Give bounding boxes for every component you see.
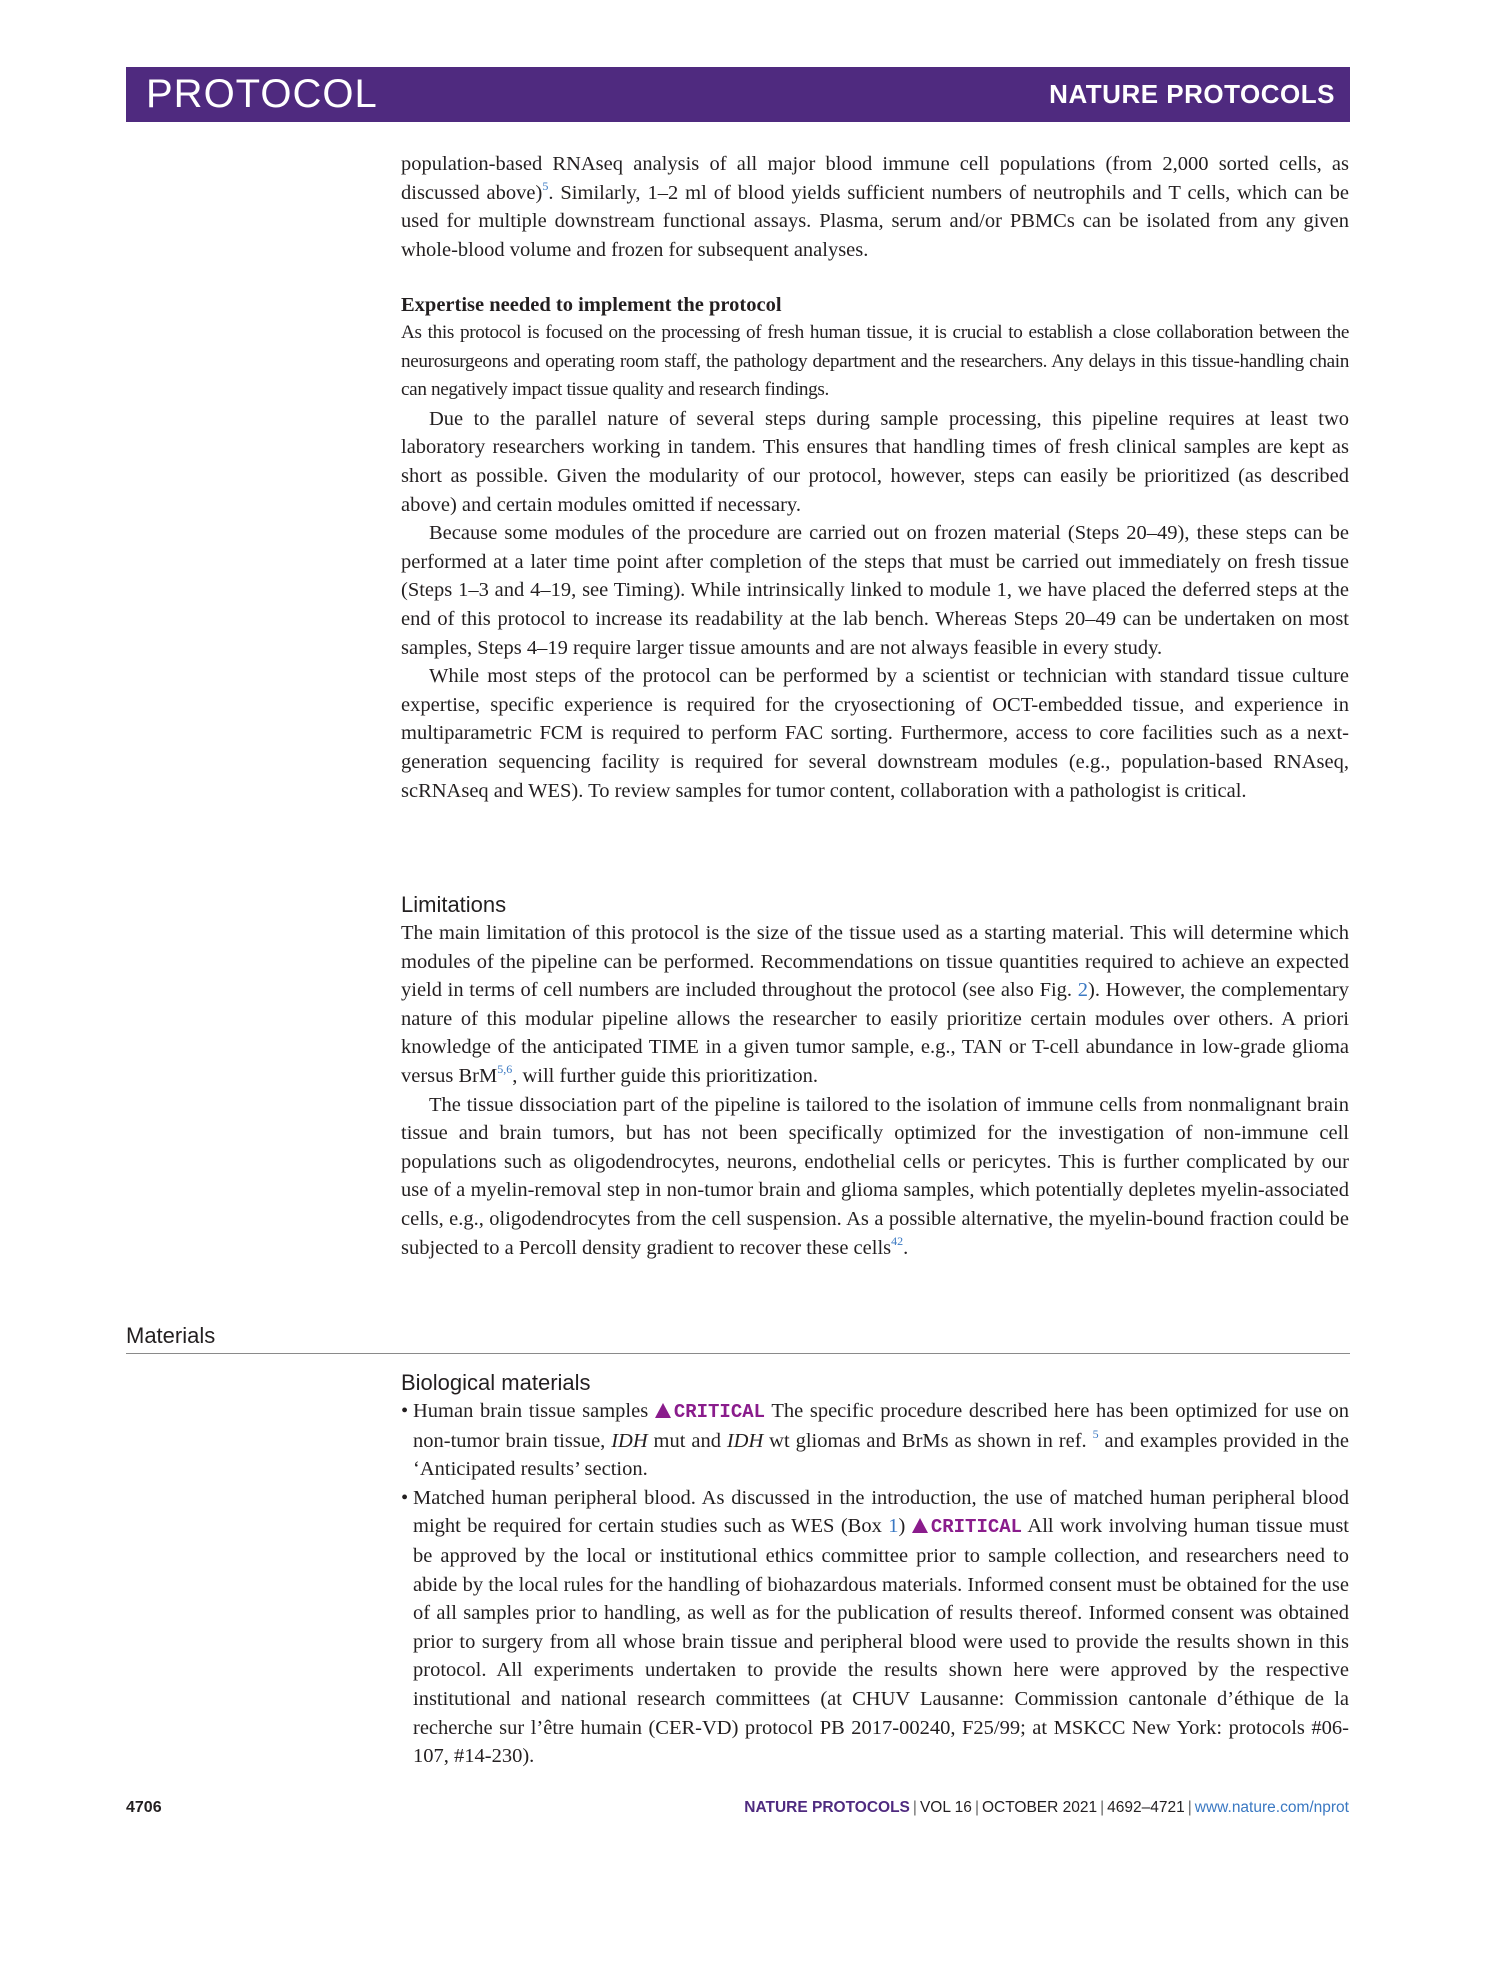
materials-section-label: Materials xyxy=(126,1323,216,1348)
expertise-paragraph-3: Because some modules of the procedure are carried out on frozen material (Steps 20–49), these steps can be performed at a later time point after completion of the steps that must be carried out immediately on fresh tissue (Steps 1–3 and 4–19, see Timing). While intrinsically linked to module 1, we have placed the deferred steps at the end of this protocol to increase its readability at the lab bench. Whereas Steps 20–49 can be undertaken on most samples, Steps 4–19 require larger tissue amounts and are not always feasible in every study. xyxy=(401,522,1349,659)
footer-journal: NATURE PROTOCOLS xyxy=(744,1799,910,1816)
reference-link[interactable]: 5,6 xyxy=(497,1061,513,1076)
reference-link[interactable]: 5 xyxy=(542,178,549,193)
footer-volume: VOL 16 xyxy=(919,1799,972,1816)
expertise-paragraph-2: Due to the parallel nature of several steps during sample processing, this pipeline requires at least two laboratory researchers working in tandem. This ensures that handling times of fresh clinical samples are kept as short as possible. Given the modularity of our protocol, however, steps can easily be prioritized (as described above) and certain modules omitted if necessary. xyxy=(401,407,1349,516)
limitations-heading: Limitations xyxy=(401,892,507,917)
running-header-bar xyxy=(126,67,1350,122)
list-item: • Matched human peripheral blood. As discussed in the introduction, the use of matched human peripheral blood might be required for certain studies such as WES (Box 1) CRITICAL All work involving human tissue must be approved by the local or institutional ethics committee prior to sample collection, and researchers need to abide by the local rules for the handling of biohazardous materials. Informed consent must be obtained for the use of all samples prior to handling, as well as for the publication of results thereof. Informed consent was obtained prior to surgery from all whose brain tissue and peripheral blood were used to provide the results shown in this protocol. All experiments undertaken to provide the results shown here were approved by the respective institutional and national research committees (at CHUV Lausanne: Commission cantonale d’éthique de la recherche sur l’être humain (CER-VD) protocol PB 2017-00240, F25/99; at MSKCC New York: protocols #06-107, #14-230). xyxy=(401,1484,1349,1771)
biological-materials-heading: Biological materials xyxy=(401,1370,591,1395)
critical-badge: CRITICAL xyxy=(912,1516,1022,1538)
reference-link[interactable]: 42 xyxy=(891,1233,904,1248)
footer-date: OCTOBER 2021 xyxy=(981,1799,1098,1816)
reference-link[interactable]: 5 xyxy=(1092,1426,1099,1441)
footer-citation: NATURE PROTOCOLS | VOL 16 | OCTOBER 2021 | 4692–4721 | www.nature.com/nprot xyxy=(744,1799,1349,1816)
expertise-heading: Expertise needed to implement the protocol xyxy=(401,294,782,316)
footer-pages: 4692–4721 xyxy=(1107,1799,1185,1816)
expertise-paragraph-4: While most steps of the protocol can be performed by a scientist or technician with standard tissue culture expertise, specific experience is required for the cryosectioning of OCT-embedded tissue, and experience in multiparametric FCM is required to perform FAC sorting. Furthermore, access to core facilities such as a next-generation sequencing facility is required for several downstream modules (e.g., population-based RNAseq, scRNAseq and WES). To review samples for tumor content, collaboration with a pathologist is critical. xyxy=(401,665,1349,802)
article-type-label: PROTOCOL xyxy=(146,72,378,116)
journal-name-header: NATURE PROTOCOLS xyxy=(1049,79,1335,109)
limitations-section xyxy=(401,891,1349,1262)
list-item: • Human brain tissue samples CRITICAL The specific procedure described here has been optimized for use on non-tumor brain tissue, IDH mut and IDH wt gliomas and BrMs as shown in ref. $^5$ and examples provided in the ‘Anticipated results’ section. xyxy=(401,1397,1349,1484)
biological-materials-section xyxy=(401,1369,1349,1771)
bullet-icon: • xyxy=(401,1486,409,1509)
warning-triangle-icon xyxy=(912,1518,928,1533)
critical-badge: CRITICAL xyxy=(655,1401,765,1423)
intro-paragraph: population-based RNAseq analysis of all major blood immune cell populations (from 2,000 sorted cells, as discussed above)$^5$. Similarly, 1–2 ml of blood yields sufficient numbers of neutrophils and T cells, which can be used for multiple downstream functional assays. Plasma, serum and/or PBMCs can be isolated from any given whole-blood volume and frozen for subsequent analyses. xyxy=(401,153,1349,261)
page-number: 4706 xyxy=(126,1799,162,1816)
intro-paragraph-block xyxy=(401,150,1349,264)
expertise-paragraph-1: As this protocol is focused on the processing of fresh human tissue, it is crucial to establish a close collaboration between the neurosurgeons and operating room staff, the pathology department and the researchers. Any delays in this tissue-handling chain can negatively impact tissue quality and research findings. xyxy=(401,322,1349,401)
footer-url-link[interactable]: www.nature.com/nprot xyxy=(1194,1799,1349,1816)
bullet-icon: • xyxy=(401,1400,409,1422)
box-link[interactable]: 1 xyxy=(888,1515,899,1538)
limitations-paragraph-2: The tissue dissociation part of the pipeline is tailored to the isolation of immune cells from nonmalignant brain tissue and brain tumors, but has not been specifically optimized for the investigation of non-immune cell populations such as oligodendrocytes, neurons, endothelial cells or pericytes. This is further complicated by our use of a myelin-removal step in non-tumor brain and glioma samples, which potentially depletes myelin-associated cells, e.g., oligodendrocytes from the cell suspension. As a possible alternative, the myelin-bound fraction could be subjected to a Percoll density gradient to recover these cells$^{42}$. xyxy=(401,1093,1349,1259)
warning-triangle-icon xyxy=(655,1403,671,1418)
figure-link[interactable]: 2 xyxy=(1077,979,1088,1002)
expertise-section xyxy=(401,291,1349,805)
limitations-paragraph-1: The main limitation of this protocol is the size of the tissue used as a starting material. This will determine which modules of the pipeline can be performed. Recommendations on tissue quantities required to achieve an expected yield in terms of cell numbers are included throughout the protocol (see also Fig. 2). However, the complementary nature of this modular pipeline allows the researcher to easily prioritize certain modules over others. A priori knowledge of the anticipated TIME in a given tumor sample, e.g., TAN or T-cell abundance in low-grade glioma versus BrM$^{5,6}$, will further guide this prioritization. xyxy=(401,922,1349,1087)
materials-list xyxy=(401,1397,1349,1771)
section-divider xyxy=(126,1353,1350,1354)
